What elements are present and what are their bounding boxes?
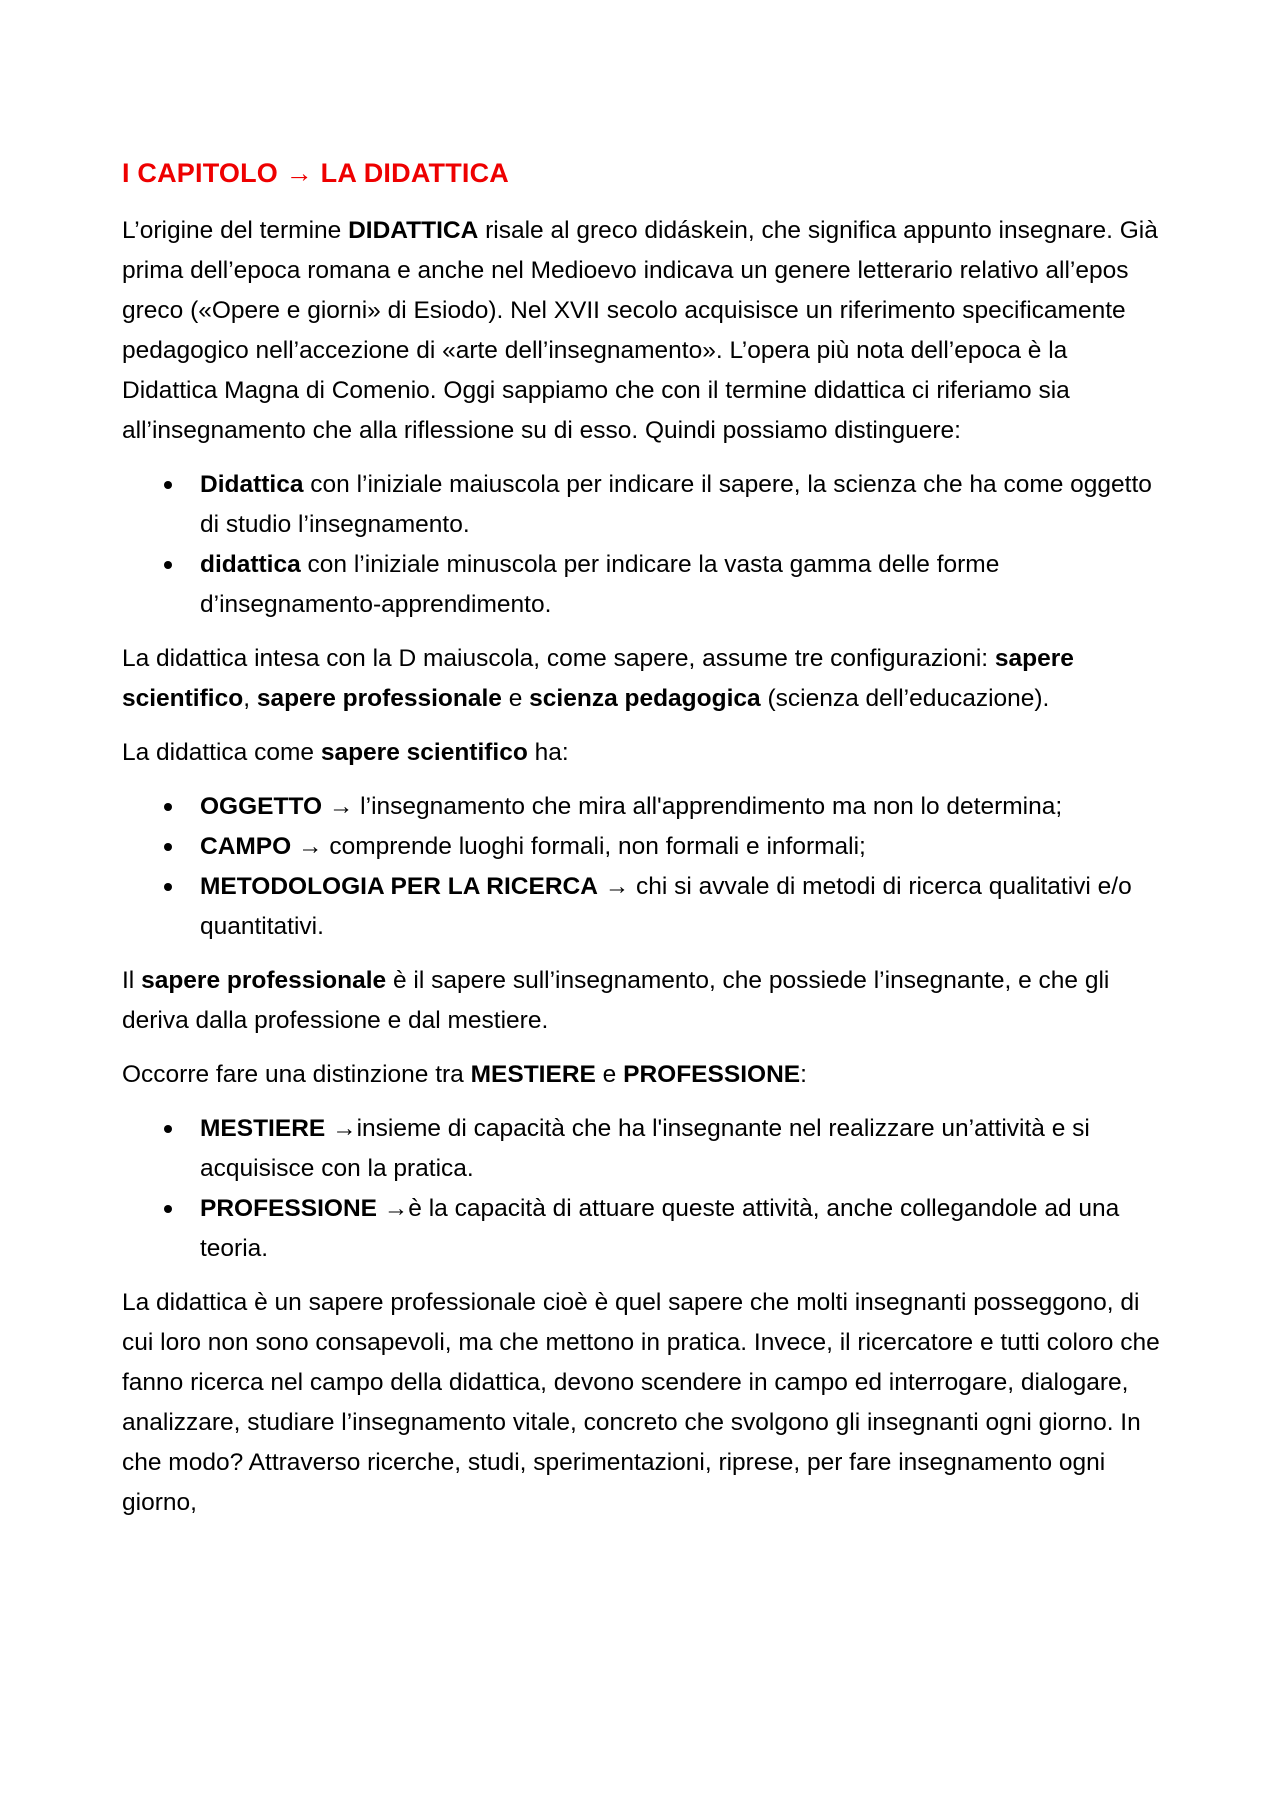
list-distinction <box>122 1109 1162 1269</box>
list-scientific-features <box>122 787 1162 947</box>
paragraph-origin <box>122 211 1162 451</box>
list-item <box>122 545 1162 625</box>
text: l’insegnamento che mira all'apprendimento ma non lo determina; <box>353 793 1063 820</box>
bold-term: PROFESSIONE <box>200 1195 377 1222</box>
bold-term: didattica <box>200 551 301 578</box>
arrow-right-icon: → <box>298 833 323 860</box>
paragraph-scientific <box>122 733 1162 773</box>
bold-term: METODOLOGIA PER LA RICERCA <box>200 873 598 900</box>
text: (scienza dell’educazione). <box>760 685 1050 712</box>
list-item <box>122 867 1162 947</box>
arrow-right-icon: → <box>328 793 354 820</box>
text: comprende luoghi formali, non formali e informali; <box>322 833 866 860</box>
bold-term: sapere professionale <box>141 967 387 994</box>
paragraph-distinction <box>122 1055 1162 1095</box>
list-item <box>122 1189 1162 1269</box>
text: con l’iniziale maiuscola per indicare il sapere, la scienza che ha come oggetto di studio l’insegnamento. <box>200 471 1152 538</box>
bold-term: CAMPO <box>200 833 292 860</box>
bold-term: DIDATTICA <box>348 217 479 244</box>
arrow-right-icon: → <box>604 873 630 900</box>
list-item <box>122 1109 1162 1189</box>
bold-term: scienza pedagogica <box>529 685 761 712</box>
chapter-number: I CAPITOLO <box>122 158 279 188</box>
text: chi si avvale di metodi di ricerca qualitativi e/o quantitativi. <box>200 873 1132 940</box>
text: Il <box>122 967 142 994</box>
bold-term: sapere scientifico <box>320 739 528 766</box>
list-didattica-forms <box>122 465 1162 625</box>
paragraph-configurations <box>122 639 1162 719</box>
arrow-right-icon: → <box>383 1195 409 1222</box>
text: risale al greco didáskein, che significa appunto insegnare. Già prima dell’epoca romana e anche nel Medioevo indicava un genere letterario relativo all’epos greco («Opere e giorni» di Esiodo). Nel XVII secolo acquisisce un riferimento specificamente pedagogico nell’accezione di «arte dell’insegnamento». L’opera più nota dell’epoca è la Didattica Magna di Comenio. Oggi sappiamo che con il termine didattica ci riferiamo sia all’insegnamento che alla riflessione su di esso. Quindi possiamo distinguere: <box>122 217 1158 444</box>
text: Occorre fare una distinzione tra <box>122 1061 471 1088</box>
bold-term: sapere professionale <box>256 685 502 712</box>
text: e <box>501 685 530 712</box>
bold-term: MESTIERE <box>470 1061 596 1088</box>
text: L’origine del termine <box>122 217 349 244</box>
bold-term: MESTIERE <box>200 1115 326 1142</box>
text: La didattica intesa con la D maiuscola, come sapere, assume tre configurazioni: <box>122 645 995 672</box>
bold-term: sapere scientifico <box>122 645 1074 712</box>
text: e <box>595 1061 624 1088</box>
paragraph-research: La didattica è un sapere professionale cioè è quel sapere che molti insegnanti posseggono, di cui loro non sono consapevoli, ma che mettono in pratica. Invece, il ricercatore e tutti coloro che fanno ricerca nel campo della didattica, devono scendere in campo ed interrogare, dialogare, analizzare, studiare l’insegnamento vitale, concreto che svolgono gli insegnanti ogni giorno. In che modo? Attraverso ricerche, studi, sperimentazioni, riprese, per fare insegnamento ogni giorno, <box>122 1289 1160 1516</box>
bold-term: OGGETTO <box>200 793 323 820</box>
paragraph-professional <box>122 961 1162 1041</box>
bold-term: Didattica <box>200 471 304 498</box>
text: è la capacità di attuare queste attività, anche collegandole ad una teoria. <box>200 1195 1120 1262</box>
text: con l’iniziale minuscola per indicare la vasta gamma delle forme d’insegnamento-apprendimento. <box>200 551 1000 618</box>
text: : <box>800 1061 807 1088</box>
chapter-title <box>122 156 1162 190</box>
text: ha: <box>527 739 569 766</box>
list-item <box>122 787 1162 827</box>
chapter-name: LA DIDATTICA <box>320 158 509 188</box>
list-item <box>122 827 1162 867</box>
arrow-right-icon: → <box>332 1115 357 1142</box>
list-item <box>122 465 1162 545</box>
arrow-right-icon: → <box>285 158 313 188</box>
bold-term: PROFESSIONE <box>623 1061 801 1088</box>
text: insieme di capacità che ha l'insegnante nel realizzare un’attività e si acquisisce con la pratica. <box>200 1115 1090 1182</box>
text: è il sapere sull’insegnamento, che possiede l’insegnante, e che gli deriva dalla professione e dal mestiere. <box>122 967 1110 1034</box>
text: La didattica come <box>122 739 321 766</box>
text: , <box>243 685 257 712</box>
